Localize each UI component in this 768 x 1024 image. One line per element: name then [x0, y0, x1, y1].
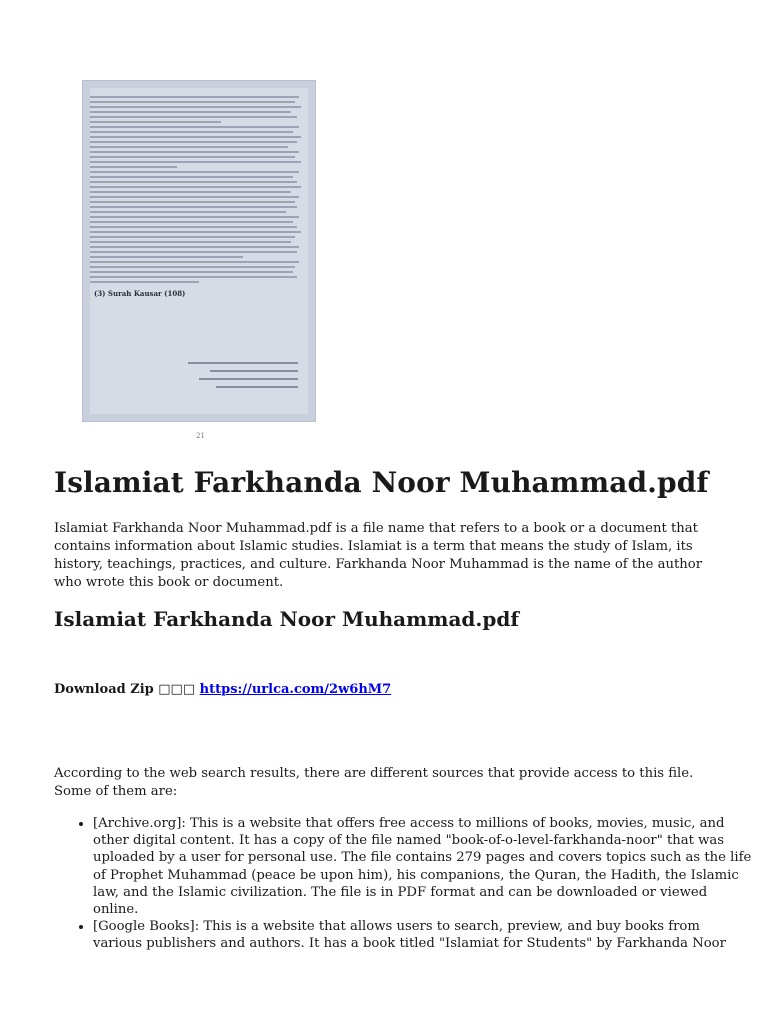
sources-list	[54, 815, 753, 953]
list-item: • [Archive.org]: This is a website that offers free access to millions of books, movies, music, and other digital content. It has a copy of the file named "book-of-o-level-farkhanda-noor" that was uploaded by a user for personal use. The file contains 279 pages and covers topics such as the life of Prophet Muhammad (peace be upon him), his companions, the Quran, the Hadith, the Islamic law, and the Islamic civilization. The file is in PDF format and can be downloaded or viewed online.	[93, 815, 753, 918]
scanned-page-image	[82, 80, 316, 422]
scanned-page-text	[90, 88, 308, 414]
section-heading: Islamiat Farkhanda Noor Muhammad.pdf	[54, 607, 519, 631]
page-title: Islamiat Farkhanda Noor Muhammad.pdf	[54, 466, 709, 499]
download-line	[54, 682, 391, 697]
scanned-arabic-verses	[188, 362, 298, 394]
intro-paragraph: Islamiat Farkhanda Noor Muhammad.pdf is a file name that refers to a book or a document that contains information about Islamic studies. Islamiat is a term that means the study of Islam, its history, teachings, practices, and culture. Farkhanda Noor Muhammad is the name of the author who wrote this book or document.	[54, 521, 703, 590]
download-label: Download Zip □□□	[54, 682, 196, 697]
sources-intro-paragraph: According to the web search results, there are different sources that provide access to this file. Some of them are:	[54, 766, 694, 799]
scanned-page-heading: (3) Surah Kausar (108)	[94, 289, 186, 298]
scanned-page-number: 21	[196, 432, 205, 440]
download-link[interactable]: https://urlca.com/2w6hM7	[199, 682, 392, 697]
list-item: • [Google Books]: This is a website that allows users to search, preview, and buy books from various publishers and authors. It has a book titled "Islamiat for Students" by Farkhanda Noor	[93, 918, 753, 952]
